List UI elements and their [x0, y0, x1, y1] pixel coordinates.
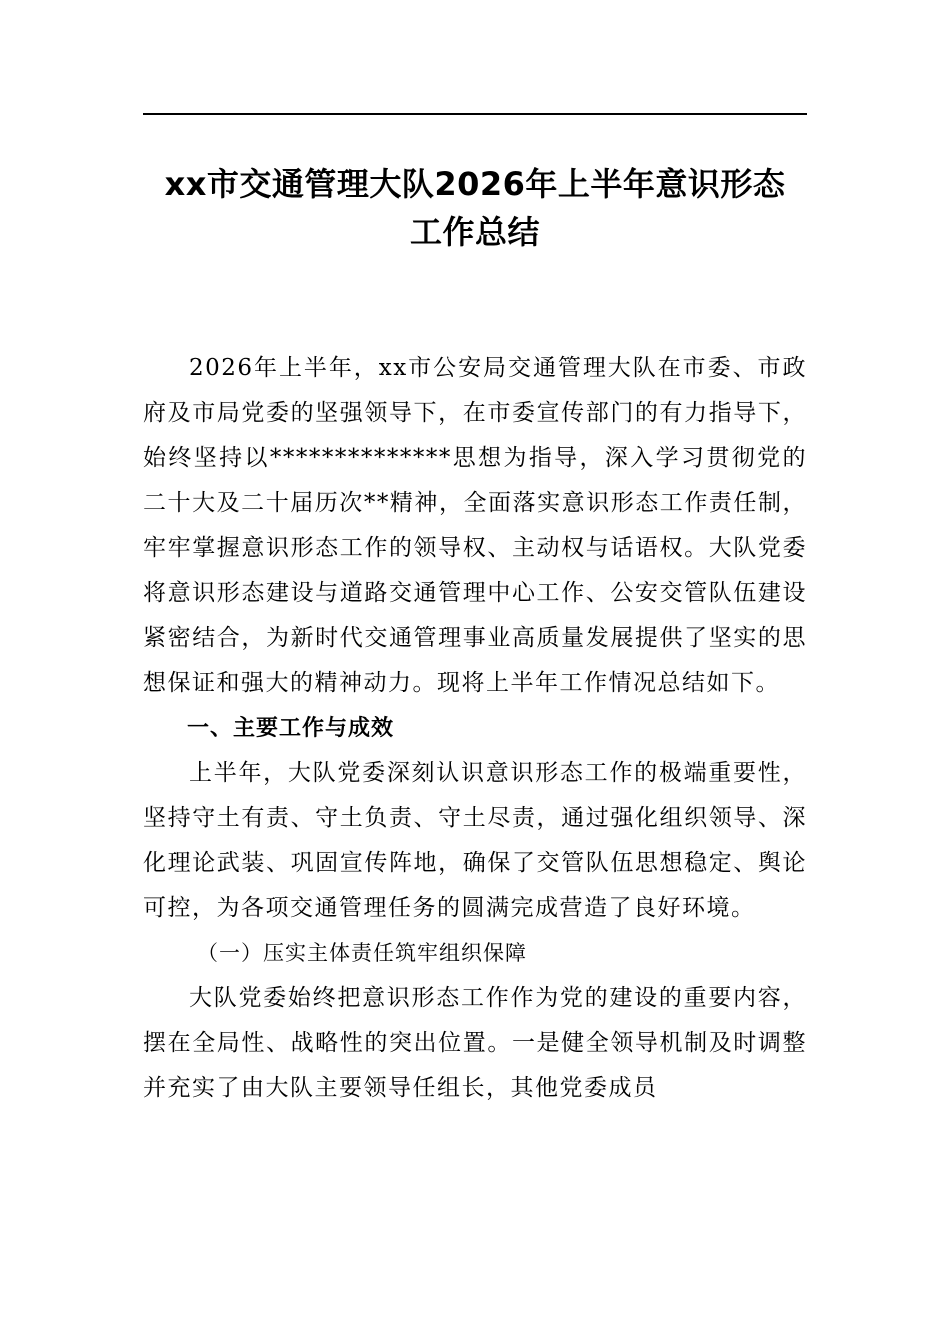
- title-line-2: 工作总结: [409, 213, 540, 251]
- header-rule: [143, 113, 807, 115]
- subsection-1-paragraph: 大队党委始终把意识形态工作作为党的建设的重要内容，摆在全局性、战略性的突出位置。一是健全领导机制及时调整并充实了由大队主要领导任组长，其他党委成员: [143, 985, 807, 1101]
- subsection-heading-1: （一）压实主体责任筑牢组织保障: [197, 941, 527, 965]
- section-1-paragraph: 上半年，大队党委深刻认识意识形态工作的极端重要性，坚持守土有责、守土负责、守土尽责，通过强化组织领导、深化理论武装、巩固宣传阵地，确保了交管队伍思想稳定、舆论可控，为各项交通管理任务的圆满完成营造了良好环境。: [143, 760, 807, 921]
- intro-paragraph: 2026年上半年，xx市公安局交通管理大队在市委、市政府及市局党委的坚强领导下，在市委宣传部门的有力指导下，始终坚持以**************思想为指导，深入学习贯彻党的二十大及二十届历次**精神，全面落实意识形态工作责任制，牢牢掌握意识形态工作的领导权、主动权与话语权。大队党委将意识形态建设与道路交通管理中心工作、公安交管队伍建设紧密结合，为新时代交通管理事业高质量发展提供了坚实的思想保证和强大的精神动力。现将上半年工作情况总结如下。: [143, 355, 807, 696]
- document-body: [143, 346, 807, 1111]
- title-line-1: xx市交通管理大队2026年上半年意识形态: [164, 165, 786, 203]
- document-title: [143, 160, 807, 256]
- section-heading-1: 一、主要工作与成效: [187, 716, 395, 741]
